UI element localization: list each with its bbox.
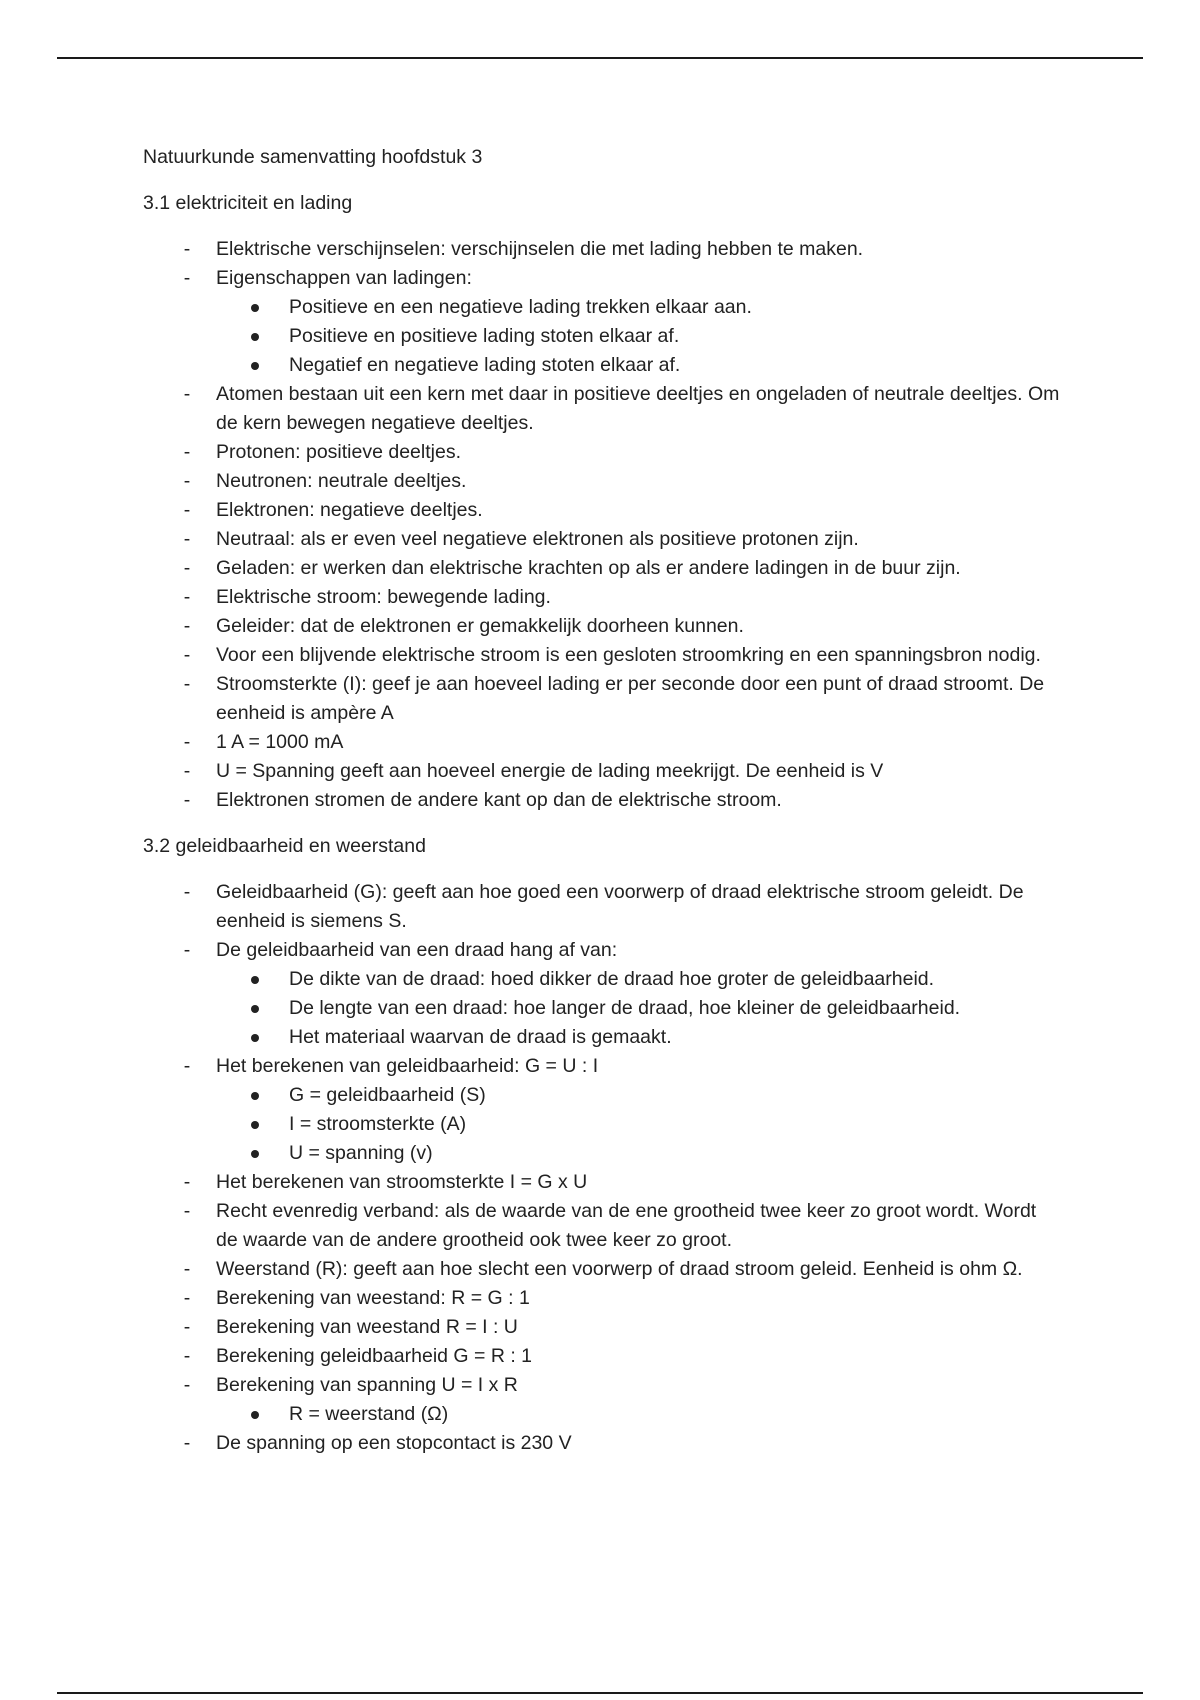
document-body bbox=[143, 143, 1063, 1458]
header-rule bbox=[57, 57, 1143, 59]
list-item-text: De geleidbaarheid van een draad hang af van: bbox=[216, 939, 618, 961]
list-item-text: De spanning op een stopcontact is 230 V bbox=[216, 1432, 572, 1454]
dash-marker: - bbox=[183, 1171, 191, 1193]
list-item bbox=[143, 612, 1063, 641]
sub-list-item-text: Het materiaal waarvan de draad is gemaakt. bbox=[289, 1026, 672, 1048]
list-item bbox=[143, 1313, 1063, 1342]
list-item bbox=[143, 525, 1063, 554]
dash-marker: - bbox=[183, 881, 191, 903]
dash-marker: - bbox=[183, 557, 191, 579]
sub-list-item bbox=[216, 351, 1063, 380]
list-item-text: Weerstand (R): geeft aan hoe slecht een voorwerp of draad stroom geleid. Eenheid is ohm Ω. bbox=[216, 1258, 1023, 1280]
dash-marker: - bbox=[183, 1258, 191, 1280]
sub-list bbox=[216, 965, 1063, 1052]
dash-marker: - bbox=[183, 1374, 191, 1396]
bullet-icon bbox=[251, 1411, 259, 1419]
bullet-icon bbox=[251, 1150, 259, 1158]
dash-marker: - bbox=[183, 267, 191, 289]
dash-marker: - bbox=[183, 1432, 191, 1454]
list-item bbox=[143, 438, 1063, 467]
list-item-text: Recht evenredig verband: als de waarde van de ene grootheid twee keer zo groot wordt. Wordt de waarde van de andere grootheid ook twee keer zo groot. bbox=[216, 1200, 1037, 1251]
list-item-text: Stroomsterkte (I): geef je aan hoeveel lading er per seconde door een punt of draad stroomt. De eenheid is ampère A bbox=[216, 673, 1045, 724]
list-item-text: Elektrische stroom: bewegende lading. bbox=[216, 586, 551, 608]
section-list bbox=[143, 878, 1063, 1458]
list-item bbox=[143, 728, 1063, 757]
list-item-text: Het berekenen van stroomsterkte I = G x U bbox=[216, 1171, 588, 1193]
bullet-icon bbox=[251, 304, 259, 312]
sub-list-item-text: R = weerstand (Ω) bbox=[289, 1403, 449, 1425]
list-item bbox=[143, 1429, 1063, 1458]
list-item bbox=[143, 235, 1063, 264]
footer-rule bbox=[57, 1692, 1143, 1694]
dash-marker: - bbox=[183, 731, 191, 753]
bullet-icon bbox=[251, 1121, 259, 1129]
sections-container bbox=[143, 189, 1063, 1458]
dash-marker: - bbox=[183, 528, 191, 550]
sub-list-item-text: Positieve en positieve lading stoten elkaar af. bbox=[289, 325, 680, 347]
bullet-icon bbox=[251, 1034, 259, 1042]
list-item-text: Het berekenen van geleidbaarheid: G = U : I bbox=[216, 1055, 599, 1077]
dash-marker: - bbox=[183, 1287, 191, 1309]
list-item-text: 1 A = 1000 mA bbox=[216, 731, 344, 753]
list-item-text: Neutronen: neutrale deeltjes. bbox=[216, 470, 467, 492]
list-item bbox=[143, 757, 1063, 786]
sub-list-item bbox=[216, 994, 1063, 1023]
dash-marker: - bbox=[183, 499, 191, 521]
section-list bbox=[143, 235, 1063, 815]
list-item-text: Elektronen: negatieve deeltjes. bbox=[216, 499, 483, 521]
list-item-text: Elektrische verschijnselen: verschijnselen die met lading hebben te maken. bbox=[216, 238, 864, 260]
list-item-text: Geladen: er werken dan elektrische krachten op als er andere ladingen in de buur zijn. bbox=[216, 557, 961, 579]
list-item-text: Berekening van weestand: R = G : 1 bbox=[216, 1287, 530, 1309]
sub-list-item-text: Positieve en een negatieve lading trekken elkaar aan. bbox=[289, 296, 752, 318]
list-item bbox=[143, 670, 1063, 728]
list-item bbox=[143, 936, 1063, 1052]
list-item bbox=[143, 1284, 1063, 1313]
sub-list-item bbox=[216, 1400, 1063, 1429]
sub-list bbox=[216, 1081, 1063, 1168]
list-item bbox=[143, 1371, 1063, 1429]
list-item-text: Berekening van spanning U = I x R bbox=[216, 1374, 518, 1396]
dash-marker: - bbox=[183, 1055, 191, 1077]
bullet-icon bbox=[251, 333, 259, 341]
sub-list bbox=[216, 293, 1063, 380]
list-item-text: Voor een blijvende elektrische stroom is een gesloten stroomkring en een spanningsbron nodig. bbox=[216, 644, 1041, 666]
dash-marker: - bbox=[183, 441, 191, 463]
list-item bbox=[143, 554, 1063, 583]
section-heading: 3.1 elektriciteit en lading bbox=[143, 192, 353, 214]
dash-marker: - bbox=[183, 586, 191, 608]
dash-marker: - bbox=[183, 760, 191, 782]
list-item-text: Berekening van weestand R = I : U bbox=[216, 1316, 518, 1338]
list-item-text: Berekening geleidbaarheid G = R : 1 bbox=[216, 1345, 532, 1367]
sub-list-item-text: I = stroomsterkte (A) bbox=[289, 1113, 467, 1135]
list-item bbox=[143, 1342, 1063, 1371]
dash-marker: - bbox=[183, 1345, 191, 1367]
list-item-text: U = Spanning geeft aan hoeveel energie de lading meekrijgt. De eenheid is V bbox=[216, 760, 884, 782]
section-heading: 3.2 geleidbaarheid en weerstand bbox=[143, 835, 426, 857]
dash-marker: - bbox=[183, 238, 191, 260]
dash-marker: - bbox=[183, 470, 191, 492]
sub-list-item bbox=[216, 293, 1063, 322]
list-item-text: Elektronen stromen de andere kant op dan de elektrische stroom. bbox=[216, 789, 782, 811]
list-item-text: Neutraal: als er even veel negatieve elektronen als positieve protonen zijn. bbox=[216, 528, 859, 550]
sub-list-item bbox=[216, 965, 1063, 994]
sub-list-item-text: De dikte van de draad: hoed dikker de draad hoe groter de geleidbaarheid. bbox=[289, 968, 935, 990]
list-item bbox=[143, 786, 1063, 815]
dash-marker: - bbox=[183, 673, 191, 695]
list-item bbox=[143, 1255, 1063, 1284]
list-item bbox=[143, 1168, 1063, 1197]
list-item-text: Eigenschappen van ladingen: bbox=[216, 267, 472, 289]
list-item bbox=[143, 264, 1063, 380]
list-item bbox=[143, 583, 1063, 612]
bullet-icon bbox=[251, 1005, 259, 1013]
sub-list-item bbox=[216, 1081, 1063, 1110]
list-item-text: Geleider: dat de elektronen er gemakkelijk doorheen kunnen. bbox=[216, 615, 744, 637]
dash-marker: - bbox=[183, 383, 191, 405]
page-title: Natuurkunde samenvatting hoofdstuk 3 bbox=[143, 146, 483, 168]
bullet-icon bbox=[251, 1092, 259, 1100]
bullet-icon bbox=[251, 976, 259, 984]
dash-marker: - bbox=[183, 615, 191, 637]
list-item bbox=[143, 467, 1063, 496]
list-item-text: Protonen: positieve deeltjes. bbox=[216, 441, 461, 463]
dash-marker: - bbox=[183, 644, 191, 666]
list-item bbox=[143, 1052, 1063, 1168]
list-item bbox=[143, 380, 1063, 438]
sub-list-item bbox=[216, 1139, 1063, 1168]
list-item bbox=[143, 496, 1063, 525]
dash-marker: - bbox=[183, 1316, 191, 1338]
dash-marker: - bbox=[183, 789, 191, 811]
sub-list-item bbox=[216, 322, 1063, 351]
sub-list-item-text: G = geleidbaarheid (S) bbox=[289, 1084, 486, 1106]
sub-list-item bbox=[216, 1023, 1063, 1052]
dash-marker: - bbox=[183, 1200, 191, 1222]
dash-marker: - bbox=[183, 939, 191, 961]
sub-list-item-text: U = spanning (v) bbox=[289, 1142, 433, 1164]
sub-list bbox=[216, 1400, 1063, 1429]
list-item bbox=[143, 878, 1063, 936]
sub-list-item-text: De lengte van een draad: hoe langer de draad, hoe kleiner de geleidbaarheid. bbox=[289, 997, 961, 1019]
list-item-text: Atomen bestaan uit een kern met daar in positieve deeltjes en ongeladen of neutrale deeltjes. Om de kern bewegen negatieve deeltjes. bbox=[216, 383, 1060, 434]
list-item bbox=[143, 641, 1063, 670]
sub-list-item-text: Negatief en negatieve lading stoten elkaar af. bbox=[289, 354, 681, 376]
list-item bbox=[143, 1197, 1063, 1255]
bullet-icon bbox=[251, 362, 259, 370]
sub-list-item bbox=[216, 1110, 1063, 1139]
list-item-text: Geleidbaarheid (G): geeft aan hoe goed een voorwerp of draad elektrische stroom geleidt. De eenheid is siemens S. bbox=[216, 881, 1024, 932]
